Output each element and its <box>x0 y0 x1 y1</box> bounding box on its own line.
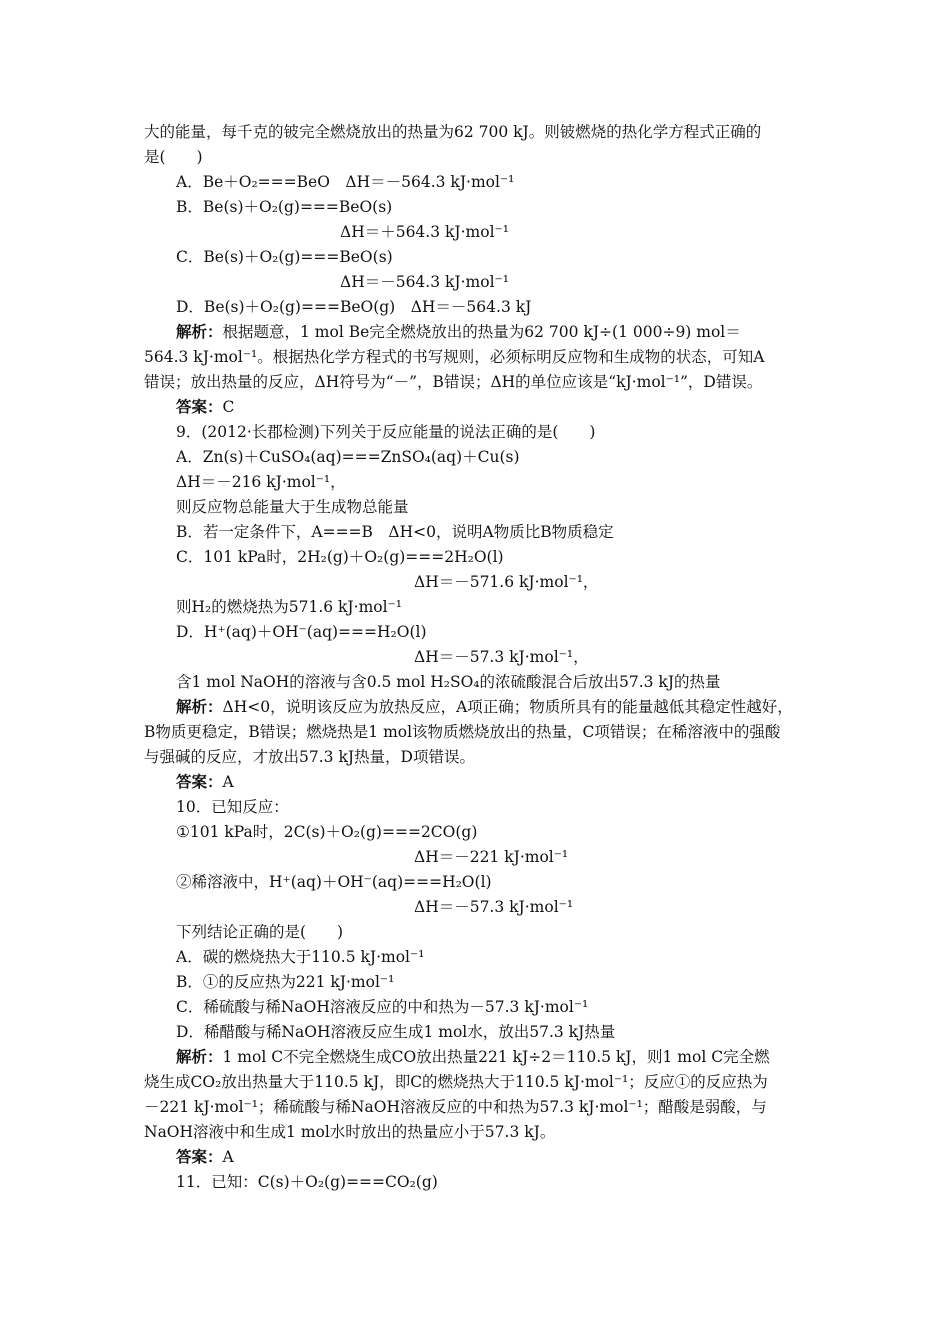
enthalpy-line: ΔH＝－57.3 kJ·mol⁻¹ <box>414 898 574 916</box>
enthalpy-line: ΔH＝－564.3 kJ·mol⁻¹ <box>340 273 509 291</box>
analysis-line <box>176 696 793 718</box>
analysis-line <box>176 321 741 343</box>
option-c: C．101 kPa时，2H₂(g)＋O₂(g)===2H₂O(l) <box>176 548 504 566</box>
answer-label: 答案： <box>176 773 223 791</box>
answer-value: C <box>222 398 235 416</box>
option-b: B．①的反应热为221 kJ·mol⁻¹ <box>176 973 395 991</box>
analysis-label: 解析： <box>176 698 223 716</box>
question-9: 9．(2012·长郡检测)下列关于反应能量的说法正确的是( ) <box>176 423 596 441</box>
option-d: D．H⁺(aq)＋OH⁻(aq)===H₂O(l) <box>176 623 427 641</box>
text-line: 错误；放出热量的反应，ΔH符号为“－”，B错误；ΔH的单位应该是“kJ·mol⁻¹”，D错误。 <box>144 373 763 391</box>
answer-line <box>176 771 234 793</box>
text-line: 下列结论正确的是( ) <box>176 923 344 941</box>
text-line: －221 kJ·mol⁻¹；稀硫酸与稀NaOH溶液反应的中和热为57.3 kJ·mol⁻¹；醋酸是弱酸，与 <box>144 1098 767 1116</box>
option-d: D．稀醋酸与稀NaOH溶液反应生成1 mol水，放出57.3 kJ热量 <box>176 1023 616 1041</box>
option-b: B．Be(s)＋O₂(g)===BeO(s) <box>176 198 393 216</box>
text-line: 烧生成CO₂放出热量大于110.5 kJ，即C的燃烧热大于110.5 kJ·mol⁻¹；反应①的反应热为 <box>144 1073 768 1091</box>
text-line: 大的能量，每千克的铍完全燃烧放出的热量为62 700 kJ。则铍燃烧的热化学方程式正确的 <box>144 123 762 141</box>
enthalpy-line: ΔH＝＋564.3 kJ·mol⁻¹ <box>340 223 509 241</box>
analysis-text: 根据题意，1 mol Be完全燃烧放出的热量为62 700 kJ÷(1 000÷9) mol＝ <box>222 323 741 341</box>
option-c: C．稀硫酸与稀NaOH溶液反应的中和热为－57.3 kJ·mol⁻¹ <box>176 998 589 1016</box>
analysis-line <box>176 1046 770 1068</box>
reaction-2: ②稀溶液中，H⁺(aq)＋OH⁻(aq)===H₂O(l) <box>176 873 492 891</box>
text-line: 是( ) <box>144 148 203 166</box>
analysis-text: 1 mol C不完全燃烧生成CO放出热量221 kJ÷2＝110.5 kJ，则1 mol C完全燃 <box>222 1048 770 1066</box>
option-c: C．Be(s)＋O₂(g)===BeO(s) <box>176 248 393 266</box>
answer-value: A <box>222 773 234 791</box>
option-a: A．碳的燃烧热大于110.5 kJ·mol⁻¹ <box>176 948 425 966</box>
option-a: A．Be＋O₂===BeO ΔH＝－564.3 kJ·mol⁻¹ <box>176 173 515 191</box>
option-b: B．若一定条件下，A===B ΔH<0，说明A物质比B物质稳定 <box>176 523 614 541</box>
enthalpy-line: ΔH＝－57.3 kJ·mol⁻¹， <box>414 648 589 666</box>
option-a: A．Zn(s)＋CuSO₄(aq)===ZnSO₄(aq)＋Cu(s) <box>176 448 520 466</box>
text-line: NaOH溶液中和生成1 mol水时放出的热量应小于57.3 kJ。 <box>144 1123 556 1141</box>
answer-label: 答案： <box>176 398 223 416</box>
question-10: 10．已知反应： <box>176 798 289 816</box>
text-line: 与强碱的反应，才放出57.3 kJ热量，D项错误。 <box>144 748 475 766</box>
text-line: 564.3 kJ·mol⁻¹。根据热化学方程式的书写规则，必须标明反应物和生成物的状态，可知A <box>144 348 765 366</box>
reaction-1: ①101 kPa时，2C(s)＋O₂(g)===2CO(g) <box>176 823 478 841</box>
text-line: 含1 mol NaOH的溶液与含0.5 mol H₂SO₄的浓硫酸混合后放出57.3 kJ的热量 <box>176 673 721 691</box>
question-11: 11．已知：C(s)＋O₂(g)===CO₂(g) <box>176 1173 438 1191</box>
analysis-label: 解析： <box>176 323 223 341</box>
answer-line <box>176 396 234 418</box>
analysis-label: 解析： <box>176 1048 223 1066</box>
option-d: D．Be(s)＋O₂(g)===BeO(g) ΔH＝－564.3 kJ <box>176 298 532 316</box>
enthalpy-line: ΔH＝－216 kJ·mol⁻¹， <box>176 473 346 491</box>
analysis-text: ΔH<0，说明该反应为放热反应，A项正确；物质所具有的能量越低其稳定性越好， <box>222 698 793 716</box>
answer-line <box>176 1146 234 1168</box>
text-line: 则反应物总能量大于生成物总能量 <box>176 498 409 516</box>
answer-label: 答案： <box>176 1148 223 1166</box>
text-line: 则H₂的燃烧热为571.6 kJ·mol⁻¹ <box>176 598 402 616</box>
enthalpy-line: ΔH＝－221 kJ·mol⁻¹ <box>414 848 569 866</box>
enthalpy-line: ΔH＝－571.6 kJ·mol⁻¹， <box>414 573 599 591</box>
text-line: B物质更稳定，B错误；燃烧热是1 mol该物质燃烧放出的热量，C项错误；在稀溶液中的强酸 <box>144 723 781 741</box>
answer-value: A <box>222 1148 234 1166</box>
